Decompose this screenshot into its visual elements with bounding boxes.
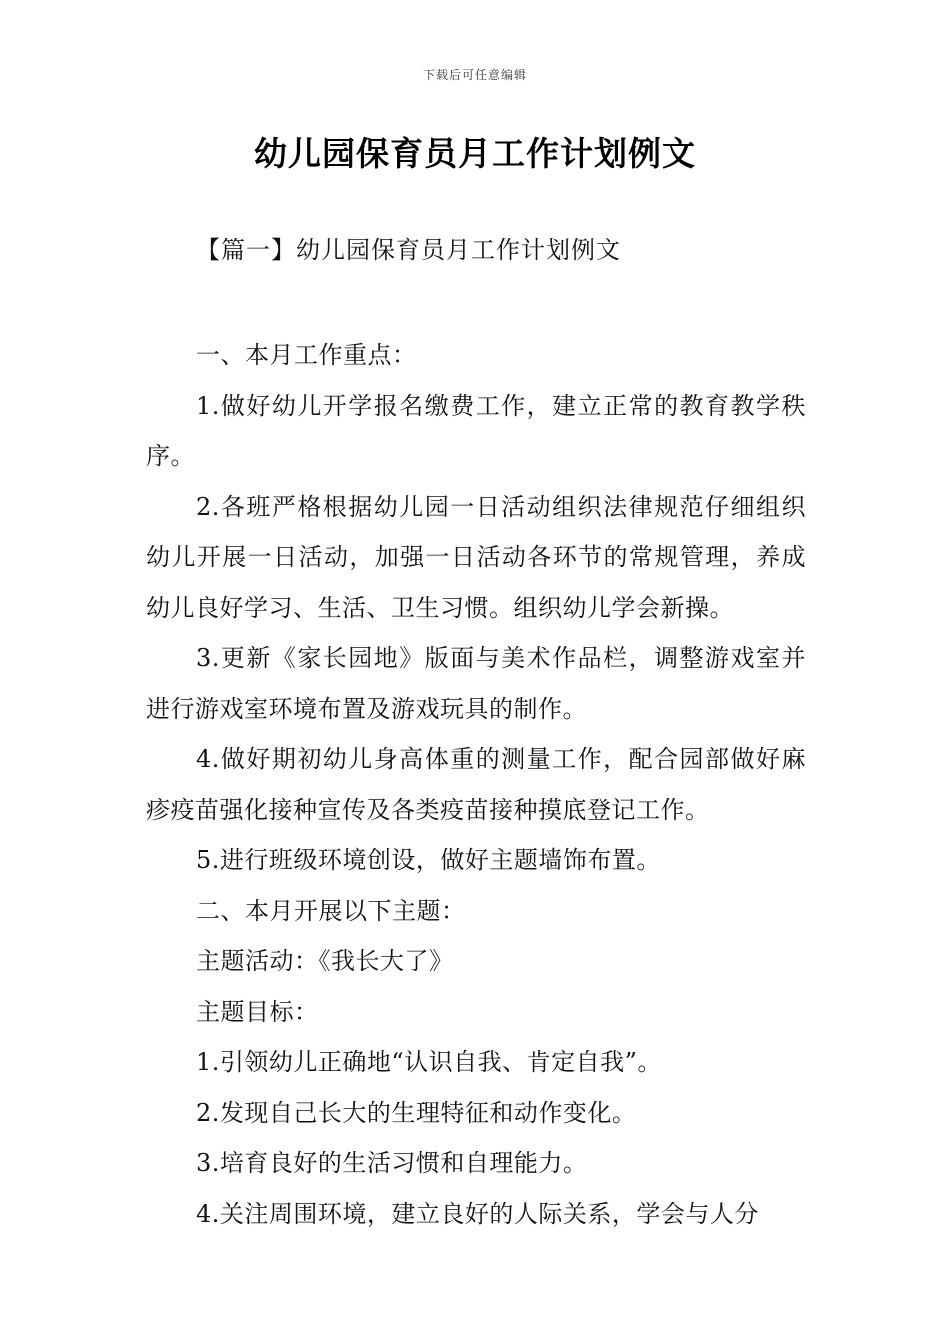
theme-activity: 主题活动：《我长大了》 — [196, 947, 454, 975]
paragraph-item-5: 5.进行班级环境创设，做好主题墙饰布置。 — [196, 846, 661, 874]
goal-item-4: 4.关注周围环境，建立良好的人际关系，学会与人分 — [196, 1199, 759, 1228]
header-note: 下载后可任意编辑 — [422, 68, 527, 82]
paragraph-item-4: 4.做好期初幼儿身高体重的测量工作，配合园部做好麻疹疫苗强化接种宣传及各类疫苗接种摸底登记工作。 — [146, 745, 806, 824]
paragraph-item-2: 2.各班严格根据幼儿园一日活动组织法律规范仔细组织幼儿开展一日活动，加强一日活动各环节的常规管理，养成幼儿良好学习、生活、卫生习惯。组织幼儿学会新操。 — [146, 492, 806, 622]
section-title: 【篇一】幼儿园保育员月工作计划例文 — [196, 236, 621, 264]
theme-goals-heading: 主题目标： — [196, 997, 319, 1026]
goal-item-3: 3.培育良好的生活习惯和自理能力。 — [196, 1149, 588, 1177]
body-text — [146, 330, 806, 1239]
heading-themes: 二、本月开展以下主题： — [196, 896, 466, 925]
goal-item-1: 1.引领幼儿正确地“认识自我、肯定自我”。 — [196, 1048, 662, 1076]
goal-item-2: 2.发现自己长大的生理特征和动作变化。 — [196, 1098, 637, 1127]
paragraph-item-1: 1.做好幼儿开学报名缴费工作，建立正常的教育教学秩序。 — [146, 391, 806, 470]
document-title: 幼儿园保育员月工作计划例文 — [254, 134, 696, 173]
paragraph-item-3: 3.更新《家长园地》版面与美术作品栏，调整游戏室并进行游戏室环境布置及游戏玩具的制作。 — [146, 644, 806, 723]
heading-key-points: 一、本月工作重点： — [196, 341, 417, 369]
